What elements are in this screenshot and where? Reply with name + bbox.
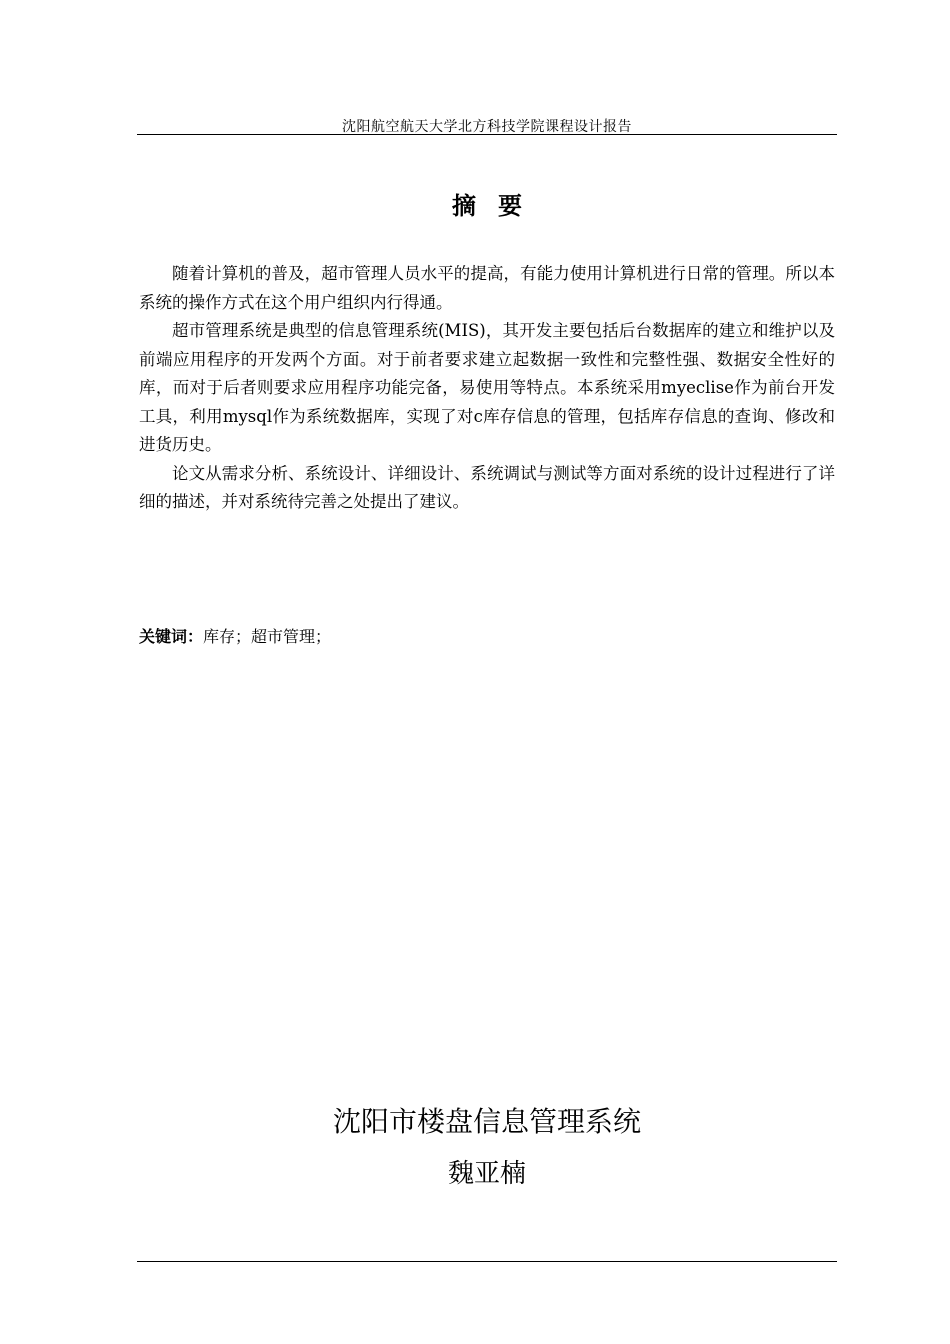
header-rule [137, 134, 837, 135]
keywords-line [139, 624, 331, 647]
keywords-value: 库存；超市管理； [203, 627, 332, 646]
project-title: 沈阳市楼盘信息管理系统 [332, 1105, 641, 1138]
abstract-title: 摘要 [452, 192, 544, 220]
author-name: 魏亚楠 [447, 1159, 526, 1189]
abstract-body [139, 260, 835, 517]
keywords-label: 关键词： [139, 627, 204, 646]
footer-rule [137, 1261, 837, 1262]
abstract-paragraph-2: 超市管理系统是典型的信息管理系统(MIS)，其开发主要包括后台数据库的建立和维护以及前端应用程序的开发两个方面。对于前者要求建立起数据一致性和完整性强、数据安全性好的库，而对于后者则要求应用程序功能完备，易使用等特点。本系统采用myeclise作为前台开发工具，利用mysql作为系统数据库，实现了对c库存信息的管理，包括库存信息的查询、修改和进货历史。 [139, 321, 835, 454]
running-header: 沈阳航空航天大学北方科技学院课程设计报告 [342, 119, 632, 135]
abstract-paragraph-1: 随着计算机的普及，超市管理人员水平的提高，有能力使用计算机进行日常的管理。所以本系统的操作方式在这个用户组织内行得通。 [139, 264, 835, 312]
abstract-paragraph-3: 论文从需求分析、系统设计、详细设计、系统调试与测试等方面对系统的设计过程进行了详细的描述，并对系统待完善之处提出了建议。 [139, 463, 835, 511]
